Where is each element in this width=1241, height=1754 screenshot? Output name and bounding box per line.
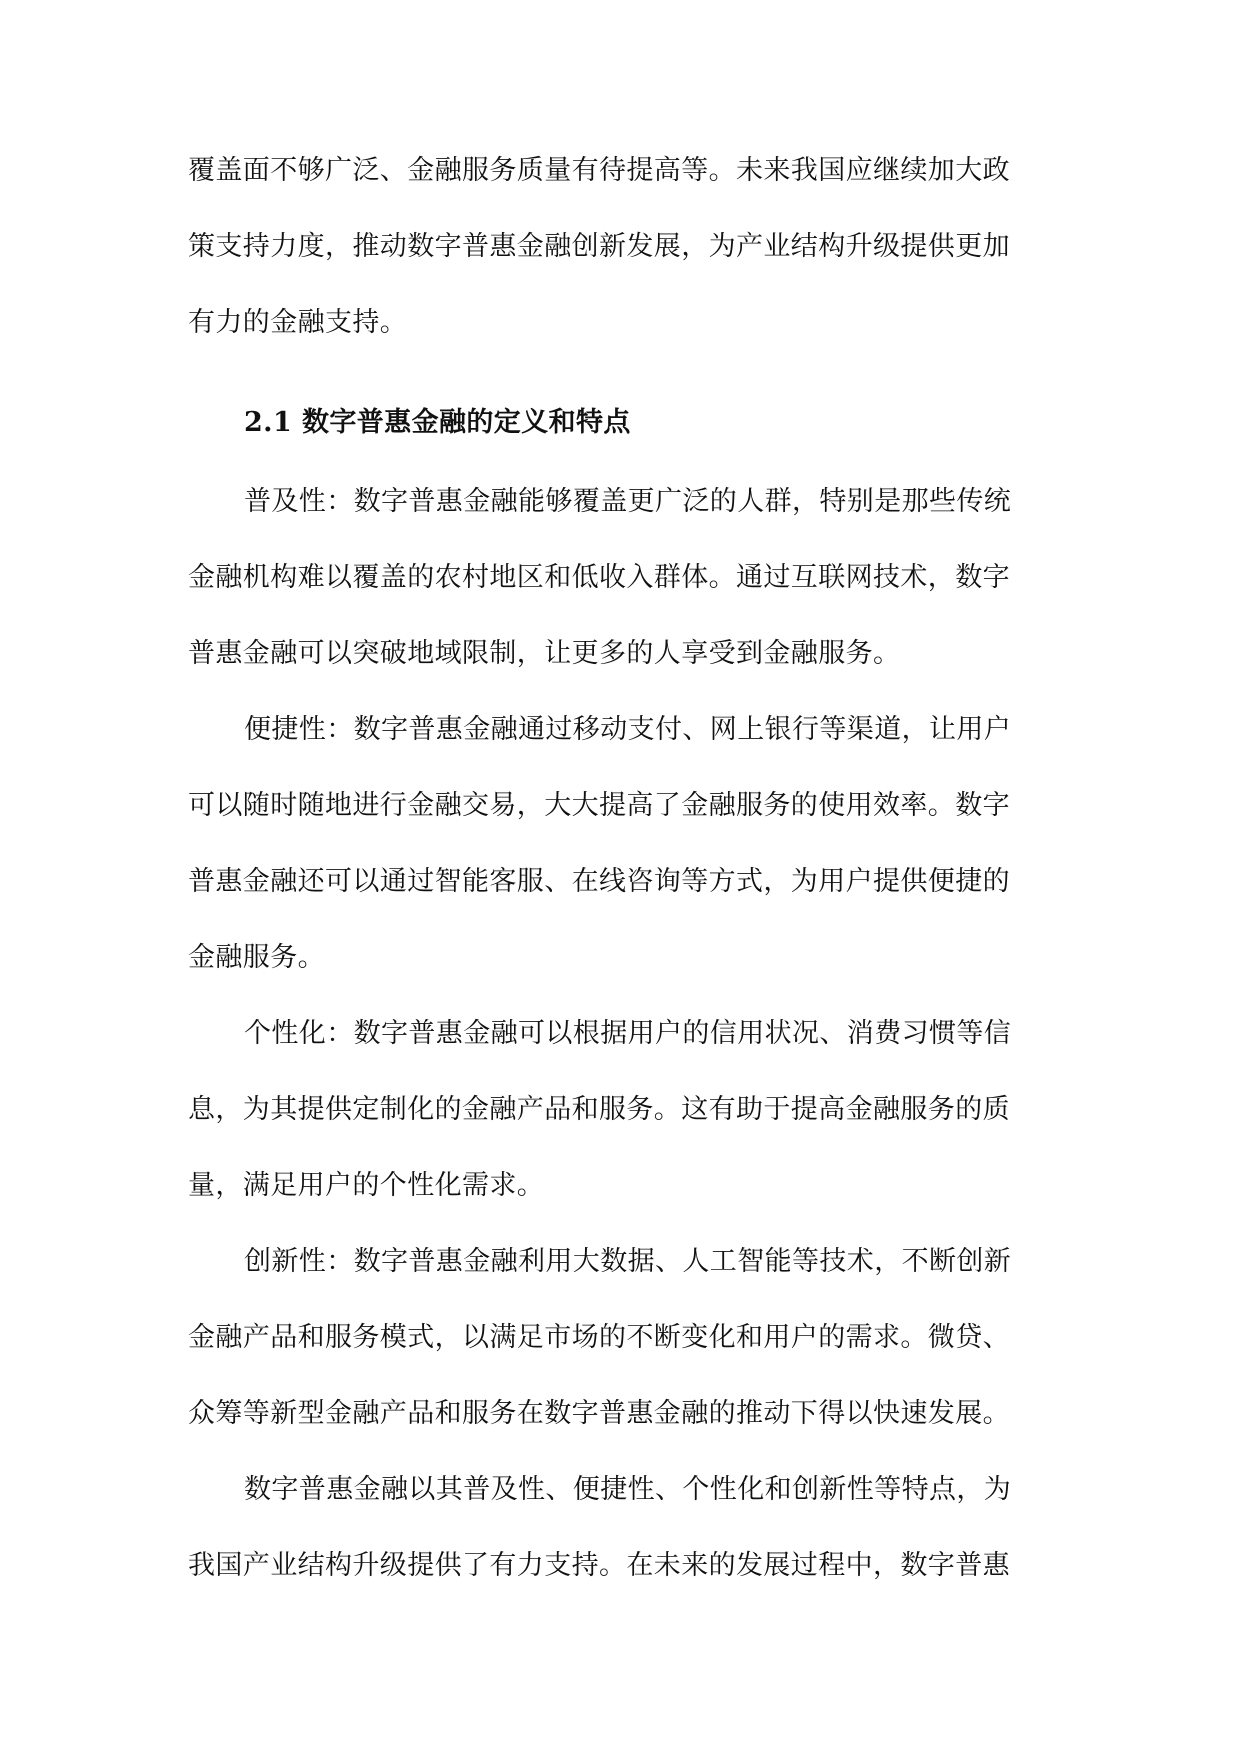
paragraph-summary-line-2: 我国产业结构升级提供了有力支持。在未来的发展过程中，数字普惠: [188, 1550, 1010, 1581]
paragraph-convenience-line-2: 可以随时随地进行金融交易，大大提高了金融服务的使用效率。数字: [188, 790, 1010, 821]
paragraph-innovation-line-3: 众筹等新型金融产品和服务在数字普惠金融的推动下得以快速发展。: [188, 1398, 1010, 1429]
paragraph-personalization-line-1: 个性化：数字普惠金融可以根据用户的信用状况、消费习惯等信: [244, 1018, 1012, 1049]
paragraph-convenience-line-1: 便捷性：数字普惠金融通过移动支付、网上银行等渠道，让用户: [244, 714, 1012, 745]
paragraph-personalization-line-2: 息，为其提供定制化的金融产品和服务。这有助于提高金融服务的质: [188, 1094, 1010, 1125]
intro-line-1: 覆盖面不够广泛、金融服务质量有待提高等。未来我国应继续加大政: [188, 155, 1010, 186]
paragraph-personalization-line-3: 量，满足用户的个性化需求。: [188, 1170, 545, 1201]
intro-line-2: 策支持力度，推动数字普惠金融创新发展，为产业结构升级提供更加: [188, 231, 1010, 262]
paragraph-convenience-line-4: 金融服务。: [188, 942, 325, 973]
paragraph-innovation-line-1: 创新性：数字普惠金融利用大数据、人工智能等技术，不断创新: [244, 1246, 1012, 1277]
paragraph-universality-line-3: 普惠金融可以突破地域限制，让更多的人享受到金融服务。: [188, 638, 901, 669]
paragraph-universality-line-2: 金融机构难以覆盖的农村地区和低收入群体。通过互联网技术，数字: [188, 562, 1010, 593]
paragraph-innovation-line-2: 金融产品和服务模式，以满足市场的不断变化和用户的需求。微贷、: [188, 1322, 1010, 1353]
section-heading: 2.1 数字普惠金融的定义和特点: [244, 407, 631, 438]
intro-line-3: 有力的金融支持。: [188, 307, 408, 338]
paragraph-universality-line-1: 普及性：数字普惠金融能够覆盖更广泛的人群，特别是那些传统: [244, 486, 1012, 517]
paragraph-summary-line-1: 数字普惠金融以其普及性、便捷性、个性化和创新性等特点，为: [244, 1474, 1012, 1505]
paragraph-convenience-line-3: 普惠金融还可以通过智能客服、在线咨询等方式，为用户提供便捷的: [188, 866, 1010, 897]
